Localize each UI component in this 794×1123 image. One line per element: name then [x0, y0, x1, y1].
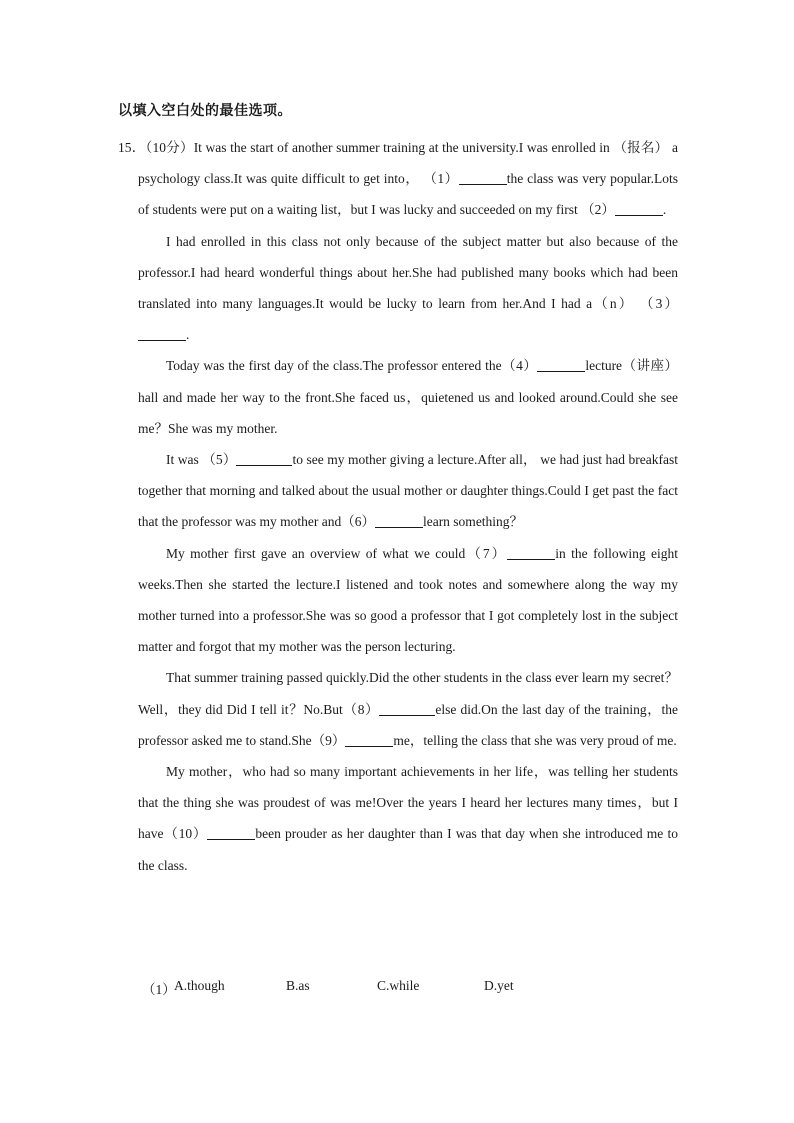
paragraph-6: That summer training passed quickly.Did the other students in the class ever learn my secret？Well，they did Did I tell it？No.But（8） else did.On the last day of the training，the professor asked me to stand.She（9） me，telling the class that she was very proud of me. [138, 670, 678, 748]
option-c: C.while [377, 978, 420, 993]
option-d: D.yet [484, 978, 514, 993]
blank-5 [236, 451, 292, 466]
paragraph-4: It was （5） to see my mother giving a lecture.After all， we had just had breakfast together that morning and talked about the usual mother or daughter things.Could I get past the fact that the professor was my mother and（6） learn something？ [138, 452, 678, 530]
blank-6 [375, 513, 423, 528]
blank-4 [537, 357, 585, 372]
option-b: B.as [286, 978, 310, 993]
paragraph-1: 15．（10分）It was the start of another summer training at the university.I was enrolled in （报名） a psychology class.It was quite difficult to get into， （1） the class was very popular.Lots of students were put on a waiting list，but I was lucky and succeeded on my first （2） . [118, 140, 678, 218]
paragraph-3: Today was the first day of the class.The professor entered the（4） lecture（讲座） hall and made her way to the front.She faced us，quietened us and looked around.Could she see me？She was my mother. [138, 358, 678, 436]
paragraph-7: My mother，who had so many important achievements in her life，was telling her students that the thing she was proudest of was me!Over the years I heard her lectures many times，but I have（10） been prouder as her daughter than I was that day when she introduced me to the class. [138, 764, 678, 873]
blank-9 [345, 732, 393, 747]
paragraph-2: I had enrolled in this class not only because of the subject matter but also because of the professor.I had heard wonderful things about her.She had published many books which had been translated into many languages.It would be lucky to learn from her.And I had a（n） （3）. [138, 233, 678, 343]
blank-3 [138, 326, 186, 341]
blank-7 [507, 545, 555, 560]
blank-2 [615, 201, 663, 216]
blank-1 [459, 170, 507, 185]
question-15 [118, 132, 678, 881]
option-label: （1） [142, 982, 176, 997]
blank-8 [379, 701, 435, 716]
blank-10 [207, 825, 255, 840]
option-a: A.though [174, 978, 225, 993]
paragraph-5: My mother first gave an overview of what we could（7） in the following eight weeks.Then she started the lecture.I listened and took notes and somewhere along the way my mother turned into a professor.She was so good a professor that I got completely lost in the subject matter and forgot that my mother was the person lecturing. [138, 545, 679, 655]
question-number: 15．（10分） [118, 140, 194, 155]
instruction-heading: 以填入空白处的最佳选项。 [118, 103, 292, 119]
